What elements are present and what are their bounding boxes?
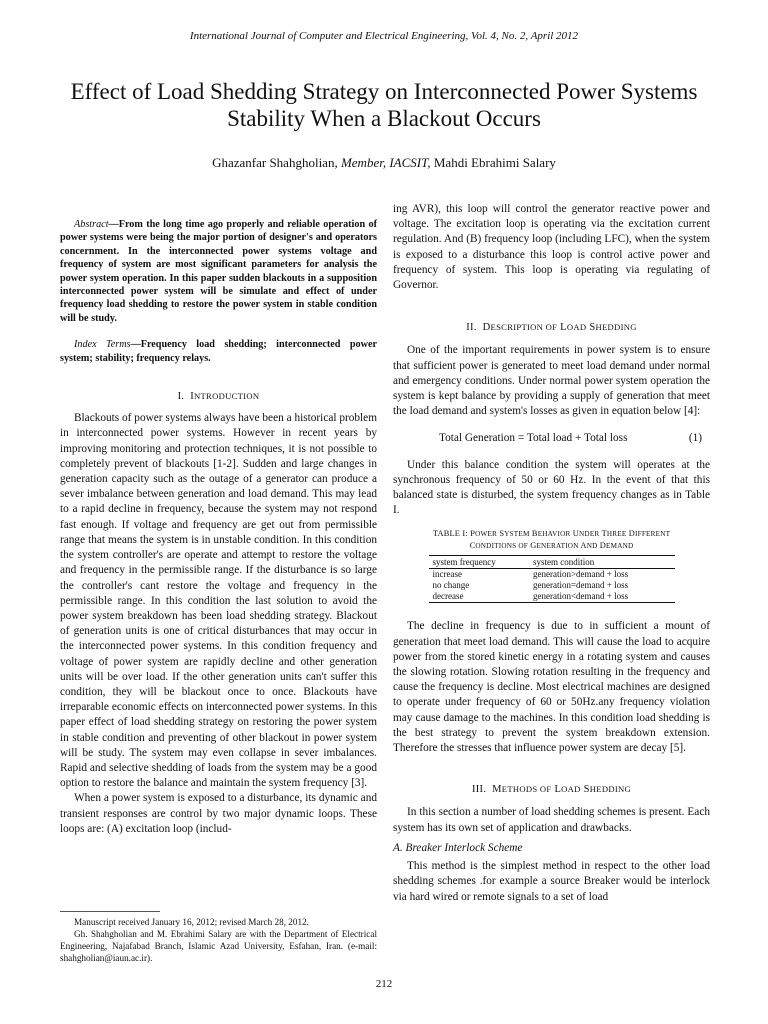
index-terms-text: —Frequency load shedding; interconnected power system; stability; frequency relays.: [60, 339, 377, 364]
abstract-text: —From the long time ago properly and reliable operation of power systems were being the major portion of designer's and operators concernment. In the interconnected power systems voltage and frequency of system are most significant parameters for analysis the power system operation. In this paper sudden blackouts in a supposition interconnected power system will be simulate and effect of under frequency load shedding to restore the power system in stable condition will be study.: [60, 219, 377, 324]
description-paragraph-1: One of the important requirements in power system is to ensure that sufficient power is generated to meet load demand under normal and emergency conditions. Under normal power system operation the system is kept balance by providing a supply of generation that meet the load demand and system's losses as given in equation below [4]:: [393, 344, 710, 418]
table-cell: decrease: [429, 591, 529, 603]
table-row: [429, 591, 675, 603]
table-cell: generation=demand + loss: [532, 580, 629, 591]
page-number: 212: [375, 978, 393, 990]
paper-title: Effect of Load Shedding Strategy on Interconnected Power Systems Stability When a Blackout Occurs: [70, 79, 698, 131]
table-1-grid: [429, 555, 675, 603]
footnote-divider: [60, 911, 160, 912]
section-1-heading: I. INTRODUCTION: [177, 391, 260, 403]
intro-paragraph-2: When a power system is exposed to a disturbance, its dynamic and transient responses are control by two major dynamic loops. These loops are: (A) excitation loop (includ-: [60, 792, 377, 835]
section-3-heading: III. METHODS OF LOAD SHEDDING: [471, 784, 632, 796]
table-header-cell: system condition: [529, 556, 675, 569]
methods-paragraph-1: In this section a number of load shedding schemes is present. Each system has its own set of application and drawbacks.: [393, 806, 710, 834]
methods-paragraph-2: This method is the simplest method in respect to the other load shedding schemes .for example a source Breaker would be interlock via hard wired or remote signals to a set of load: [393, 860, 710, 903]
table-cell: generation>demand + loss: [532, 569, 629, 580]
index-terms: [60, 338, 377, 365]
author-1-role: Member, IACSIT,: [340, 155, 431, 170]
equation-text: Total Generation = Total load + Total loss: [439, 432, 628, 445]
footnote: [60, 916, 377, 964]
left-column: [60, 218, 377, 837]
intro-paragraph-1: Blackouts of power systems always have been a historical problem in interconnected power systems. However in recent years by improving monitoring and protection techniques, it is not possible to completely prevent of blackouts [1-2]. Sudden and large changes in generation capacity such as the outage of a generator can produce a sever imbalance between generation and load demand. This may lead to a rapid decline in frequency, because the system may not respond fast enough. If voltage and frequency are get out from permissible range that means the system is in unstable condition. In this condition the system controller's are operate and attempt to restore the voltage and frequency in the permissible range. If the disturbance is so large the controller's cant restore the voltage and frequency in the permissible range. In this condition the last solution to avoid the power system breakdown has been load shedding strategy. Blackout of generation units is one of critical disturbances that may occur in the interconnected power systems. In this condition frequency and voltage of power system are rapidly decline and other generation units will be over load. If the other generation units can't suffer this condition, they will be blackout once to once. Blackouts have irreparable economic effects on interconnected power systems. In this paper effect of load shedding strategy on restoring the power system in stable condition and preventing of other blackout in power system will be study. The system may even collapse in sever imbalances. Rapid and selective shedding of loads from the system may be a good option to restore the balance and maintain the system frequency [3].: [60, 412, 377, 790]
table-cell: generation<demand + loss: [529, 591, 675, 603]
description-paragraph-2: Under this balance condition the system will operates at the synchronous frequency of 50 or 60 Hz. In the event of that this balanced state is disturbed, the system frequency changes as in Table I.: [393, 458, 710, 517]
journal-header: International Journal of Computer and Electrical Engineering, Vol. 4, No. 2, April 2012: [189, 30, 579, 42]
equation-1: [393, 431, 710, 446]
author-2: Mahdi Ebrahimi Salary: [433, 155, 556, 170]
intro-paragraph-3: ing AVR), this loop will control the generator reactive power and voltage. The excitation loop is operating via the excitation current regulation. And (B) frequency loop (including LFC), when the system is exposed to a disturbance this loop is control active power and frequency of system. This loop is operating via regulating of Governor.: [393, 203, 710, 292]
equation-number: (1): [688, 432, 702, 445]
abstract-lead: Abstract: [74, 219, 109, 230]
table-1: [393, 528, 710, 603]
footnote-affiliation: Gh. Shahgholian and M. Ebrahimi Salary are with the Department of Electrical Engineering, Najafabad Branch, Islamic Azad University, Esfahan, Iran. (e-mail: shahgholian@iaun.ac.ir).: [60, 929, 377, 963]
description-paragraph-3: The decline in frequency is due to in sufficient a mount of generation that meet load demand. This will cause the load to acquire power from the stored kinetic energy in a rotating system and causes the slowing rotation. Slowing rotation resulting in the frequency and cause the frequency is decline. Most electrical machines are designed to operate under frequency of 60 or 50Hz.any frequency violation may cause damage to the machines. In this condition load shedding is the best strategy to prevent the system breakdown extension. Therefore the stresses that influence power system are decay [5].: [393, 620, 710, 755]
table-row: [429, 569, 675, 581]
table-cell: no change: [432, 580, 470, 591]
right-column: [393, 202, 710, 905]
section-2-heading: II. DESCRIPTION OF LOAD SHEDDING: [466, 322, 637, 334]
table-header-row: [429, 556, 675, 569]
abstract: [60, 218, 377, 325]
table-cell: increase: [432, 569, 462, 580]
table-header-cell: system frequency: [429, 556, 529, 569]
subsection-a-heading: A. Breaker Interlock Scheme: [393, 841, 523, 854]
table-row: [429, 580, 675, 591]
table-1-caption: TABLE I: POWER SYSTEM BEHAVIOR UNDER THREE DIFFERENT CONDITIONS OF GENERATION AND DEMAND: [432, 529, 671, 551]
author-1: Ghazanfar Shahgholian,: [212, 155, 338, 170]
footnote-received: Manuscript received January 16, 2012; revised March 28, 2012.: [74, 917, 309, 927]
author-line: [0, 155, 768, 171]
index-terms-lead: Index Terms: [74, 339, 131, 351]
